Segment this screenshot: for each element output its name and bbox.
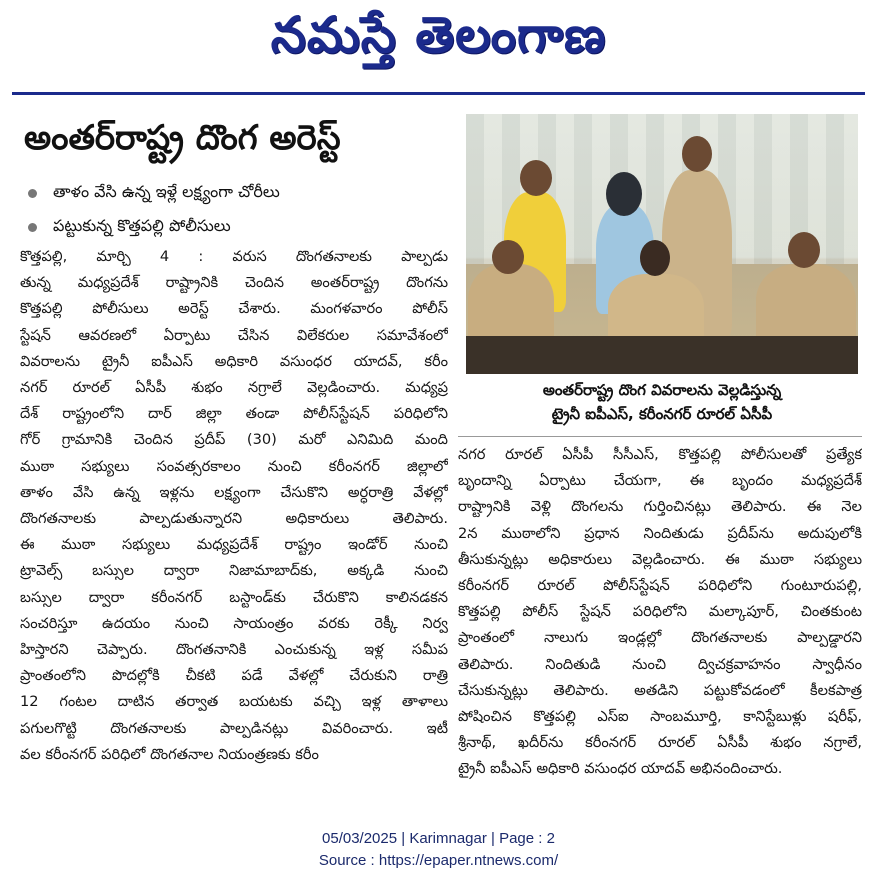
body-line: దొంగతనాలకు పాల్పడుతున్నారని అధికారులు తెలిపారు. (20, 510, 448, 528)
body-line: ఈ ముఠా సభ్యులు మధ్యప్రదేశ్ రాష్ట్రం ఇండోర్ నుంచి (20, 536, 448, 554)
subheadline-item (28, 210, 448, 244)
body-line: వల కరీంనగర్ పరిధిలో దొంగతనాల నియంత్రణకు కరీం (20, 745, 319, 763)
body-line: కొత్తపల్లి పోలీసులు అరెస్ట్ చేశారు. మంగళవారం పోలీస్ (20, 300, 448, 318)
body-line: కరీంనగర్ రూరల్ పోలీస్‌స్టేషన్ పరిధిలోని గుంటూరుపల్లి, (458, 577, 862, 595)
photo-person-head (520, 160, 552, 196)
body-line: హిస్తారని చెప్పారు. దొంగతనానికి ఎంచుకున్న ఇళ్ల సమీప (20, 641, 448, 659)
newspaper-logo: నమస్తే తెలంగాణ (270, 6, 607, 64)
body-line: ట్రైనీ ఐపీఎస్ అధికారి వసుంధర యాదవ్ అభినందించారు. (458, 760, 783, 778)
body-line: శ్రీనాథ్, ఖదీర్‌ను కరీంనగర్ రూరల్ ఏసీపీ శుభం నగ్రాలే, (458, 734, 862, 752)
body-line: ప్రాంతంలో నాలుగు ఇండ్లల్లో దొంగతనాలకు పాల్పడ్డారని (458, 629, 862, 647)
body-line: ముఠా సభ్యులు సంవత్సరకాలం నుంచి కరీంనగర్ జిల్లాలో (20, 457, 448, 475)
body-line: కొత్తపల్లి పోలీస్ స్టేషన్ పరిధిలోని మల్కాపూర్, చింతకుంట (458, 603, 862, 621)
body-line: ట్రావెల్స్ బస్సుల ద్వారా నిజామాబాద్‌కు, అక్కడి నుంచి (20, 562, 448, 580)
article-body-left-column (20, 244, 448, 768)
article-body-right-column (458, 442, 862, 783)
body-line: వివరాలను ట్రైనీ ఐపీఎస్ అధికారి వసుంధర యాదవ్, కరీం (20, 352, 448, 370)
body-line: తాళం వేసి ఉన్న ఇళ్లను లక్ష్యంగా చేసుకొని అర్ధరాత్రి వేళల్లో (20, 483, 448, 501)
photo-person-head (640, 240, 670, 276)
edition-info: 05/03/2025 | Karimnagar | Page : 2 (322, 830, 555, 847)
source-link[interactable]: Source : https://epaper.ntnews.com/ (318, 852, 559, 869)
body-line: రాష్ట్రానికి వెళ్లి దొంగలను గుర్తించినట్లు తెలిపారు. ఈ నెల (458, 498, 862, 516)
body-line: నగర్ రూరల్ ఏసీపీ శుభం నగ్రాలే వెల్లడించారు. మధ్యప్ర (20, 379, 448, 397)
photo-person-head (492, 240, 524, 274)
masthead (0, 0, 877, 88)
body-line: బస్సుల ద్వారా కరీంనగర్ బస్టాండ్‌కు చేరుకొని కాలినడకన (20, 588, 448, 606)
body-line: సంచరిస్తూ ఉదయం నుంచి సాయంత్రం వరకు రెక్కీ నిర్వ (20, 614, 448, 632)
body-line: స్టేషన్ ఆవరణలో ఏర్పాటు చేసిన విలేకరుల సమావేశంలో (20, 326, 448, 344)
photo-caption-line: ట్రైనీ ఐపీఎస్, కరీంనగర్ రూరల్ ఏసీపీ (551, 405, 773, 423)
body-line: ప్రాంతంలోని పొదల్లోకి చీకటి పడే వేళల్లో చేరుకుని రాత్రి (20, 667, 448, 685)
body-line: దేశ్ రాష్ట్రంలోని దార్ జిల్లా తండా పోలీస్‌స్టేషన్ పరిధిలోని (20, 405, 448, 423)
photo-caption-line: అంతర్‌రాష్ట్ర దొంగ వివరాలను వెల్లడిస్తున్న (542, 381, 782, 399)
body-line: 12 గంటల దాటిన తర్వాత బయటకు వచ్చి ఇళ్ల తాళాలు (20, 693, 448, 711)
caption-divider (458, 436, 862, 437)
subheadline-item (28, 176, 448, 210)
body-line: పోషించిన కొత్తపల్లి ఎస్ఐ సాంబమూర్తి, కానిస్టేబుళ్లు షరీఫ్, (458, 708, 862, 726)
body-line: చేసుకున్నట్లు తెలిపారు. అతడిని పట్టుకోవడంలో కీలకపాత్ర (458, 681, 862, 699)
bullet-icon (28, 189, 37, 198)
subheadline-list (28, 176, 448, 244)
body-line: గోర్ గ్రామానికి చెందిన ప్రదీప్ (30) మరో ఎనిమిది మంది (20, 431, 448, 449)
article-photo (466, 114, 858, 374)
subheadline-text: పట్టుకున్న కొత్తపల్లి పోలీసులు (53, 215, 231, 235)
photo-person-head (788, 232, 820, 268)
body-line: తీసుకున్నట్లు అధికారులు వెల్లడించారు. ఈ ముఠా సభ్యులు (458, 550, 862, 568)
masthead-divider (12, 92, 865, 95)
page-footer (0, 828, 877, 872)
body-line: తెలిపారు. నిందితుడి నుంచి ద్విచక్రవాహనం స్వాధీనం (458, 655, 862, 673)
article-headline: అంతర్‌రాష్ట్ర దొంగ అరెస్ట్ (24, 118, 341, 158)
photo-person-head (606, 172, 642, 216)
body-line: కొత్తపల్లి, మార్చి 4 : వరుస దొంగతనాలకు పాల్పడు (20, 248, 448, 265)
bullet-icon (28, 223, 37, 232)
body-line: 2న ముఠాలోని ప్రధాన నిందితుడు ప్రదీప్‌ను అదుపులోకి (458, 524, 862, 542)
photo-person-head (682, 136, 712, 172)
body-line: పగులగొట్టి దొంగతనాలకు పాల్పడినట్లు వివరించారు. ఇటీ (20, 719, 448, 737)
body-line: నగర రూరల్ ఏసీపీ సీసీఎస్, కొత్తపల్లి పోలీసులతో ప్రత్యేక (458, 446, 862, 463)
photo-caption (466, 378, 858, 430)
body-line: తున్న మధ్యప్రదేశ్ రాష్ట్రానికి చెందిన అంతర్‌రాష్ట్ర దొంగను (20, 274, 448, 292)
photo-table (466, 336, 858, 374)
subheadline-text: తాళం వేసి ఉన్న ఇళ్లే లక్ష్యంగా చోరీలు (53, 181, 280, 201)
body-line: బృందాన్ని ఏర్పాటు చేయగా, ఈ బృందం మధ్యప్రదేశ్ (458, 472, 862, 490)
